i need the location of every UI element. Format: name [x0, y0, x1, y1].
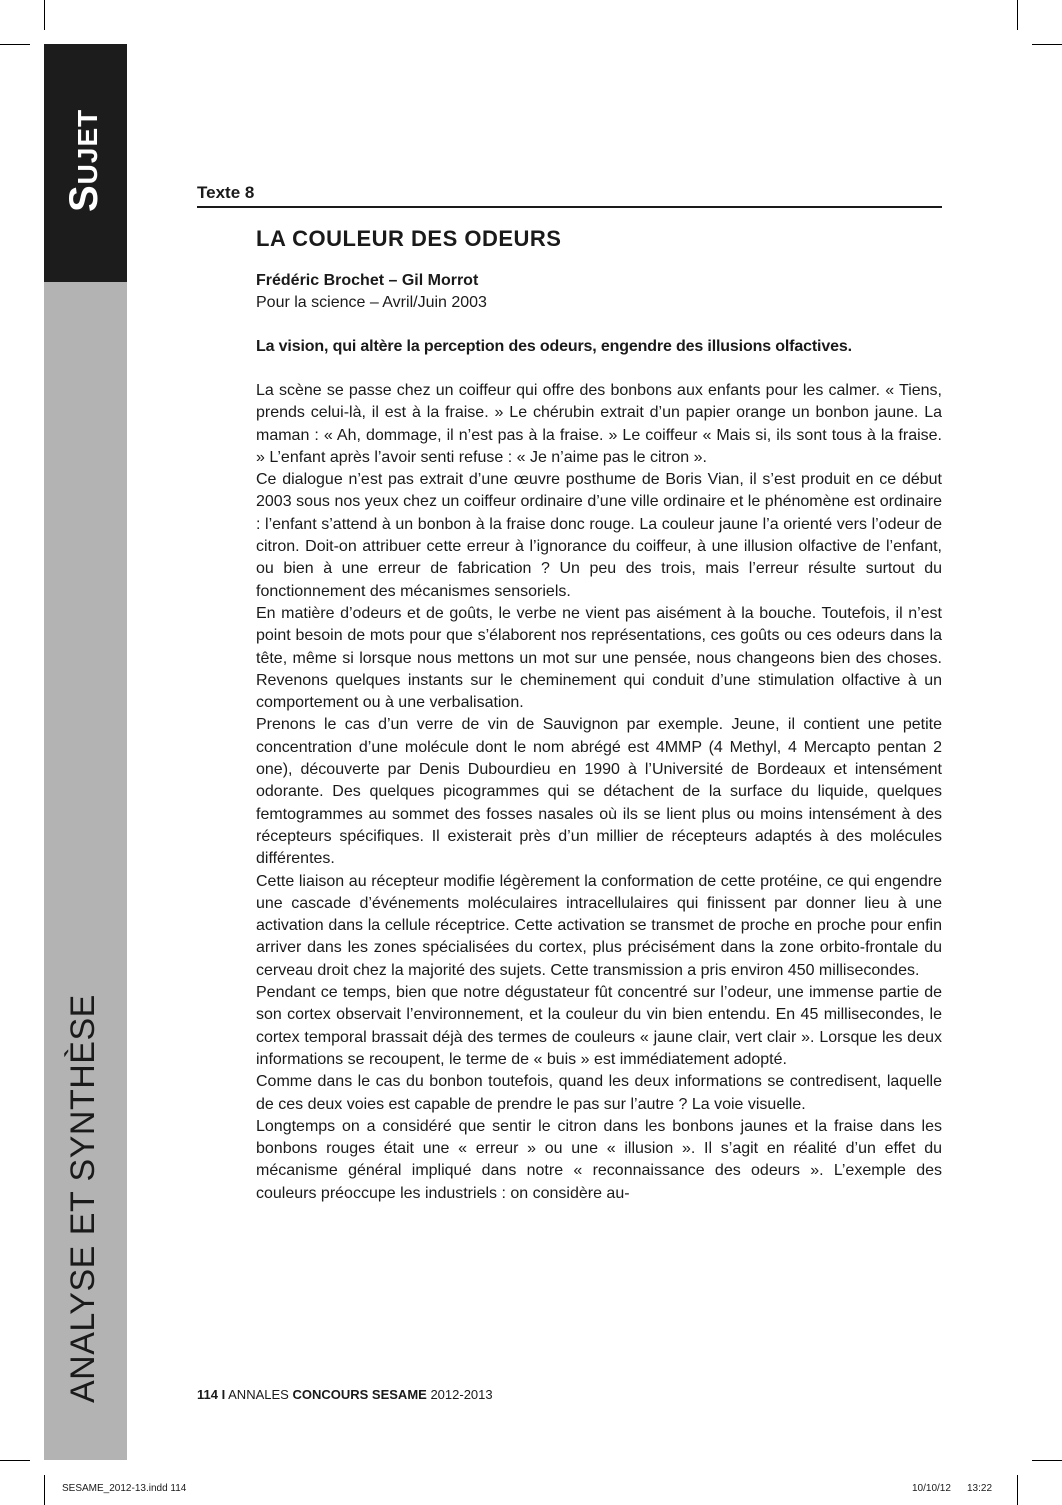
- page-number: 114: [197, 1387, 218, 1402]
- crop-mark: [44, 1475, 45, 1505]
- crop-mark: [1017, 1475, 1018, 1505]
- article: [256, 226, 942, 1205]
- crop-mark: [44, 0, 45, 30]
- article-paragraph: En matière d’odeurs et de goûts, le verbe ne vient pas aisément à la bouche. Toutefois, il n’est point besoin de mots pour que s’élaborent nos représentations, ces goûts ou ces odeurs dans la tête, même si lorsque nous mettons un mot sur une pensée, nous changeons bien des choses. Revenons quelques instants sur le cheminement qui conduit d’une stimulation olfactive à un comportement ou à une verbalisation.: [256, 604, 942, 712]
- article-authors: Frédéric Brochet – Gil Morrot: [256, 272, 479, 289]
- page-footer: [197, 1387, 493, 1402]
- article-paragraph: Longtemps on a considéré que sentir le citron dans les bonbons jaunes et la fraise dans les bonbons rouges était une « erreur » ou une « illusion ». Il s’agit en réalité d’un effet du mécanisme général impliqué dans notre « reconnaissance des odeurs ». L’exemple des couleurs préoccupe les industriels : on considère au-: [256, 1117, 942, 1202]
- crop-mark: [1032, 1460, 1062, 1461]
- article-paragraph: Pendant ce temps, bien que notre dégustateur fût concentré sur l’odeur, une immense partie de son cortex observait l’environnement, et la couleur du vin bien entendu. En 45 millisecondes, le cortex temporal brassait déjà des termes de couleurs « jaune clair, vert clair ». Lorsque les deux informations se recoupent, le terme de « buis » est immédiatement adopté.: [256, 984, 942, 1068]
- sidebar-category-label: ANALYSE ET SYNTHÈSE: [64, 994, 102, 1403]
- publication-prefix: ANNALES: [228, 1387, 289, 1402]
- slug-filename: SESAME_2012-13.indd 114: [62, 1483, 187, 1494]
- article-paragraph: Prenons le cas d’un verre de vin de Sauvignon par exemple. Jeune, il contient une petite concentration d’une molécule dont le nom abrégé est 4MMP (4 Methyl, 4 Mercapto pentan 2 one), découverte par Denis Dubourdieu en 1990 à l’Université de Bordeaux et intensément odorante. Des quelques picogrammes qui se détachent de la surface du liquide, quelques femtogrammes au sommet des fosses nasales où ils se lient plus ou moins intensément à des récepteurs spécifiques. Il existerait près d’un millier de récepteurs adaptés à des molécules différentes.: [256, 716, 942, 868]
- text-number-label: Texte 8: [197, 183, 255, 202]
- crop-mark: [0, 1460, 30, 1461]
- crop-mark: [1032, 44, 1062, 45]
- article-source: Pour la science – Avril/Juin 2003: [256, 294, 487, 311]
- article-lead: La vision, qui altère la perception des odeurs, engendre des illusions olfactives.: [256, 338, 852, 355]
- crop-mark: [0, 44, 30, 45]
- publication-name: CONCOURS SESAME: [292, 1387, 427, 1402]
- slug-date: 10/10/12: [912, 1483, 951, 1494]
- article-title: LA COULEUR DES ODEURS: [256, 226, 562, 251]
- article-paragraph: Cette liaison au récepteur modifie légèrement la conformation de cette protéine, ce qui engendre une cascade d’événements moléculaires intracellulaires qui finissent par donner lieu à une activation dans la cellule réceptrice. Cette activation se transmet de proche en proche pour enfin arriver dans les zones spécialisées du cortex, plus précisément dans la zone orbito-frontale du cerveau droit chez la majorité des sujets. Cette transmission a pris environ 450 millisecondes.: [256, 872, 942, 979]
- publication-years: 2012-2013: [430, 1387, 493, 1402]
- slug-time: 13:22: [967, 1483, 993, 1494]
- footer-separator: I: [221, 1387, 226, 1402]
- header-rule: [197, 206, 942, 208]
- crop-mark: [1017, 0, 1018, 30]
- article-paragraph: Ce dialogue n’est pas extrait d’une œuvre posthume de Boris Vian, il s’est produit en ce début 2003 sous nos yeux chez un coiffeur ordinaire d’une ville ordinaire et le phénomène est ordinaire : l’enfant s’attend à un bonbon à la fraise donc rouge. La couleur jaune l’a orienté vers l’odeur de citron. Doit-on attribuer cette erreur à l’ignorance du coiffeur, à une illusion olfactive de l’enfant, ou bien à une erreur de fabrication ? Un peu des trois, mais l’erreur résulte surtout du fonctionnement des mécanismes sensoriels.: [256, 471, 942, 600]
- sidebar-section-label: Sujet: [62, 108, 106, 212]
- article-paragraph: Comme dans le cas du bonbon toutefois, quand les deux informations se contredisent, laquelle de ces deux voies est capable de prendre le pas sur l’autre ? La voie visuelle.: [256, 1073, 942, 1113]
- article-paragraph: La scène se passe chez un coiffeur qui offre des bonbons aux enfants pour les calmer. « Tiens, prends celui-là, il est à la fraise. » Le chérubin extrait d’un papier orange un bonbon jaune. La maman : « Ah, dommage, il n’est pas à la fraise. » Le coiffeur « Mais si, ils sont tous à la fraise. » L’enfant après l’avoir senti refuse : « Je n’aime pas le citron ».: [256, 382, 942, 466]
